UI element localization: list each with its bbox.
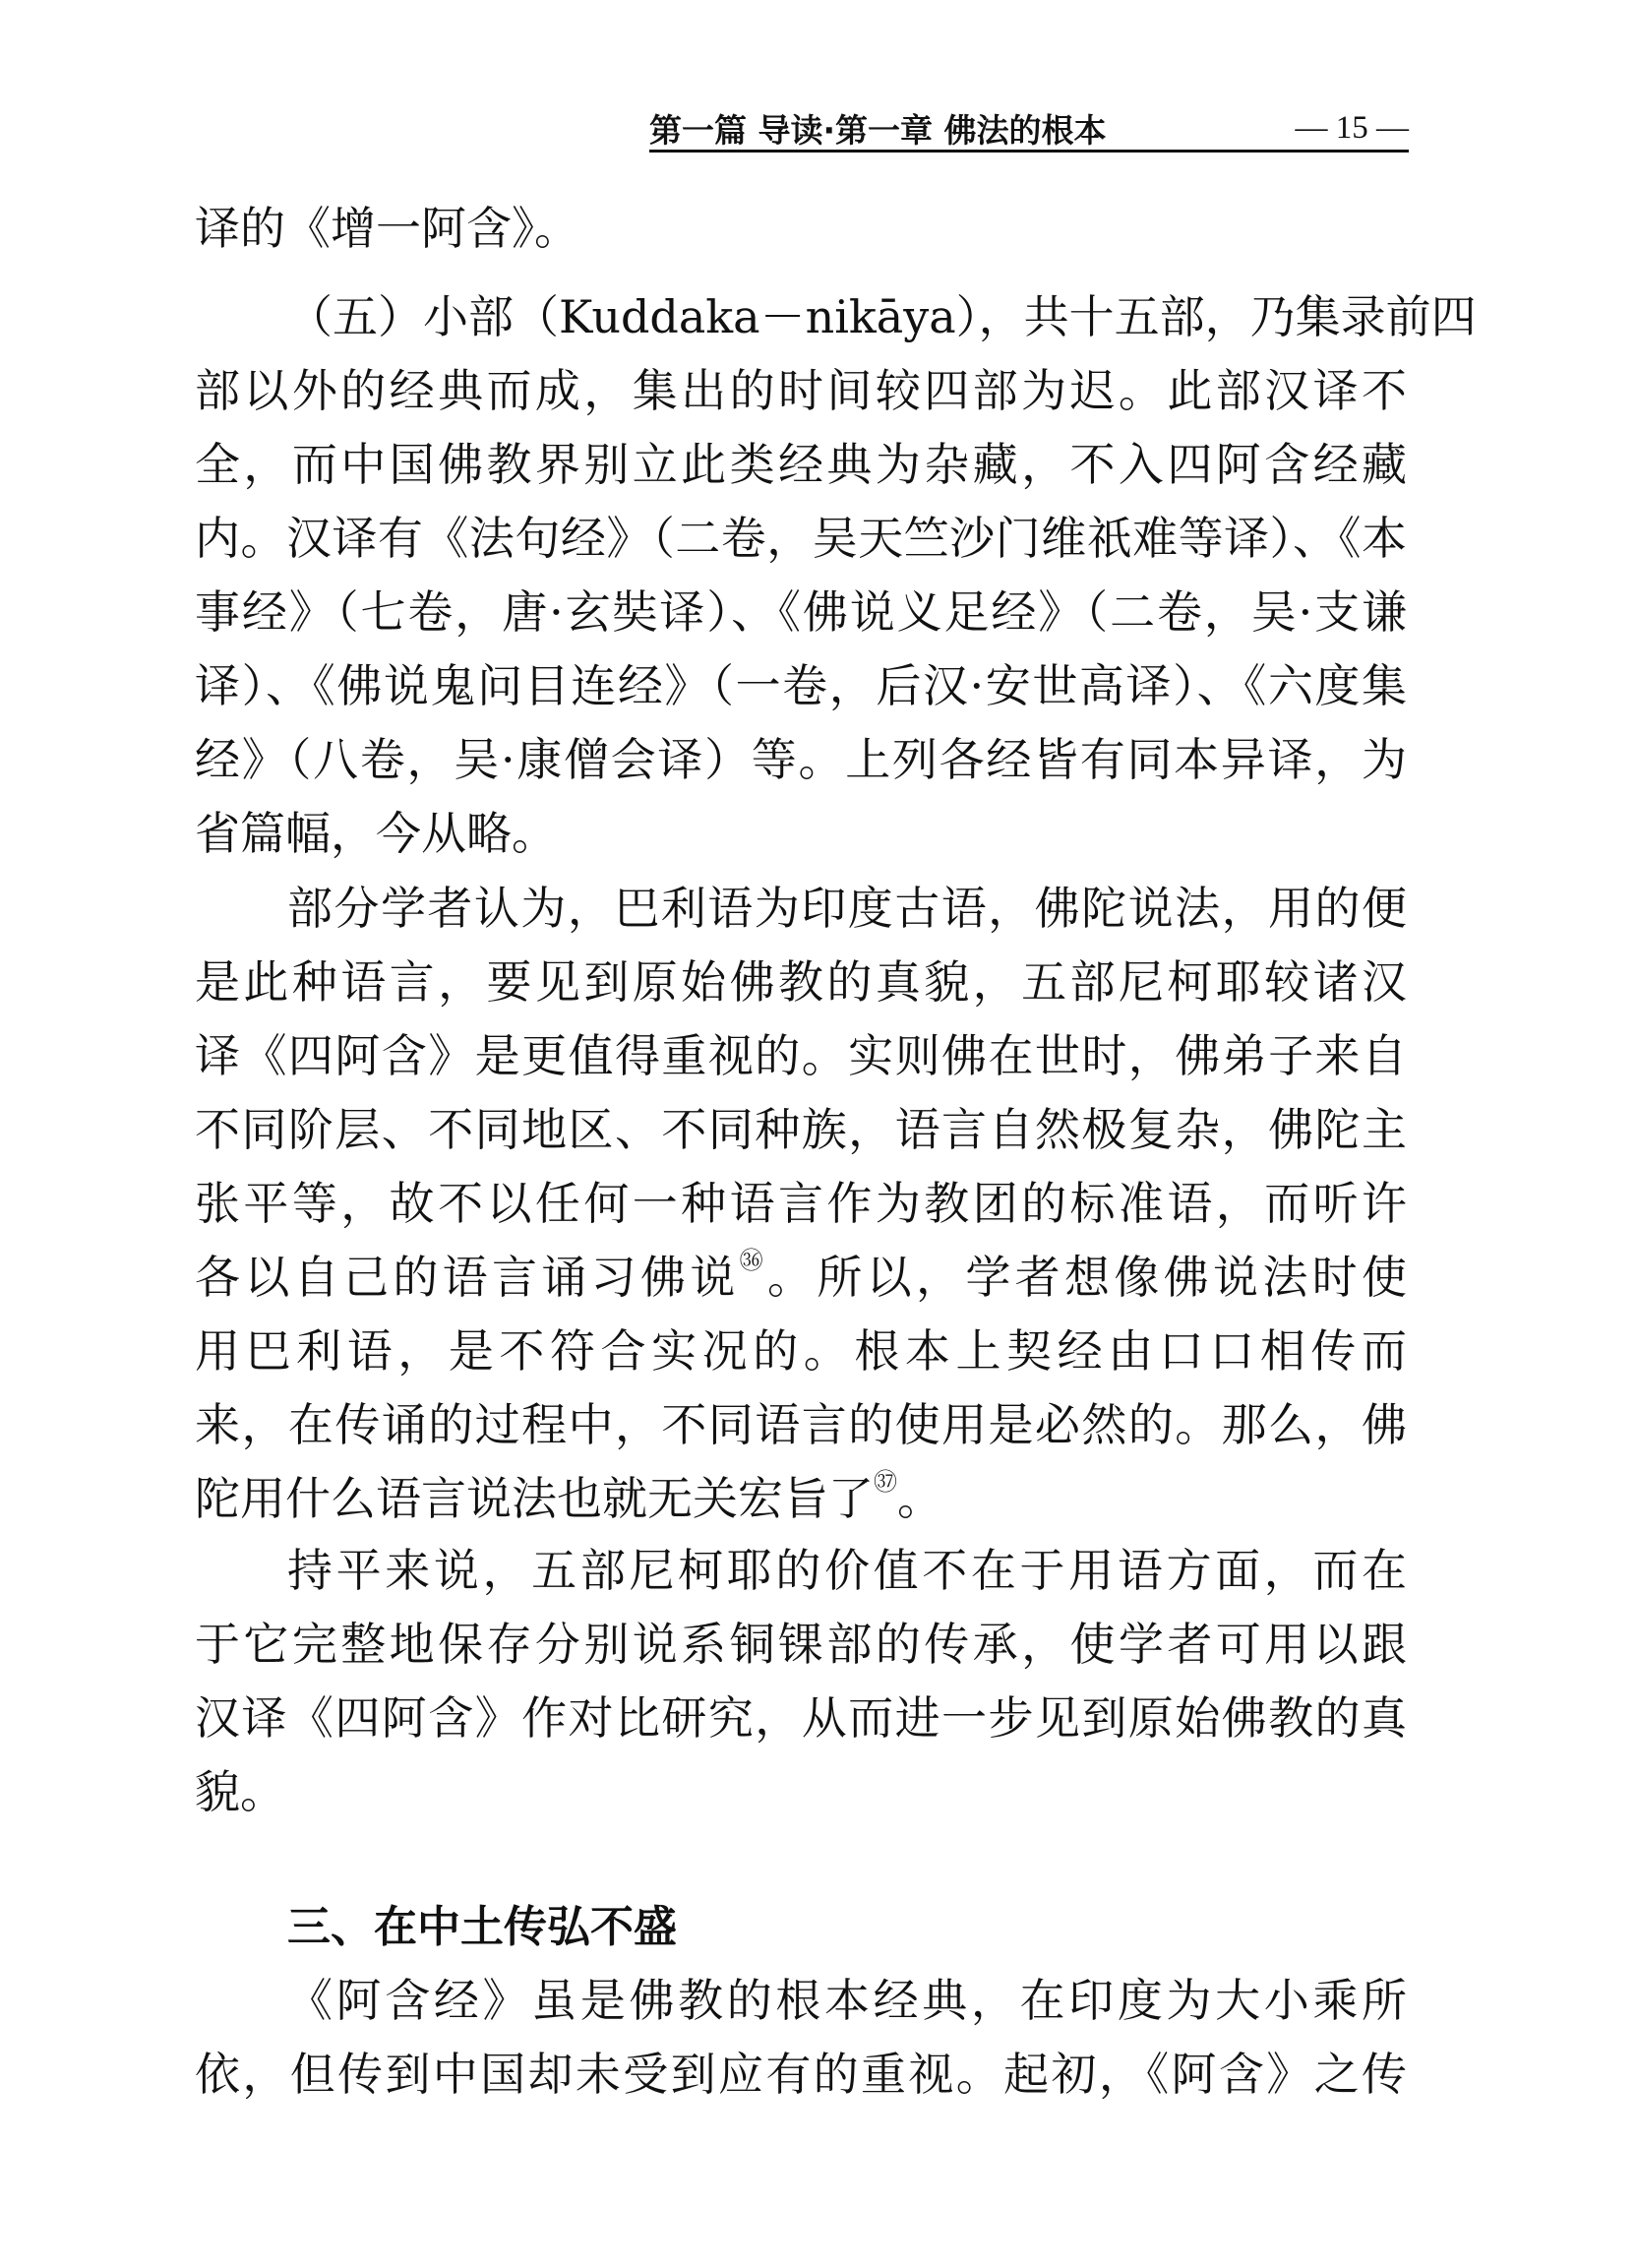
text-line (195, 1241, 1407, 1315)
text-line: 译的《增一阿含》。 (195, 202, 579, 255)
footnote-ref-36[interactable]: ㊱ (739, 1247, 768, 1274)
text-line: 省篇幅，今从略。 (195, 807, 557, 860)
text-line: 是此种语言，要见到原始佛教的真貌，五部尼柯耶较诸汉 (195, 955, 1407, 1009)
text-segment: 。 (897, 1472, 942, 1525)
text-line: 汉译《四阿含》作对比研究，从而进一步见到原始佛教的真 (195, 1691, 1407, 1745)
text-line: 内。汉译有《法句经》（二卷，吴天竺沙门维祇难等译）、《本 (195, 512, 1407, 565)
paragraph-continuation (195, 192, 1407, 266)
footnote-ref-37[interactable]: ㊲ (874, 1468, 897, 1496)
text-line: 部以外的经典而成，集出的时间较四部为迟。此部汉译不 (195, 364, 1407, 417)
text-line (195, 1462, 1407, 1536)
text-line: 全，而中国佛教界别立此类经典为杂藏，不入四阿含经藏 (195, 438, 1407, 491)
text-line: 译）、《佛说鬼问目连经》（一卷，后汉·安世高译）、《六度集 (195, 659, 1407, 712)
text-line: 来，在传诵的过程中，不同语言的使用是必然的。那么，佛 (195, 1398, 1407, 1451)
header-title: 第一篇 导读·第一章 佛法的根本 (649, 110, 1107, 150)
text-line: 部分学者认为，巴利语为印度古语，佛陀说法，用的便 (287, 882, 1407, 935)
section-heading: 三、在中土传弘不盛 (287, 1902, 677, 1952)
text-line: 张平等，故不以任何一种语言作为教团的标准语，而听许 (195, 1177, 1407, 1230)
section-3 (195, 1890, 1407, 2112)
paragraph-pali-language (195, 872, 1407, 1536)
paragraph-value (195, 1534, 1407, 1829)
paragraph-minor-collection (195, 280, 1477, 871)
running-header (649, 106, 1409, 153)
text-line: 经》（八卷，吴·康僧会译）等。上列各经皆有同本异译，为 (195, 733, 1407, 786)
text-line: 持平来说，五部尼柯耶的价值不在于用语方面，而在 (287, 1544, 1407, 1597)
text-segment: 陀用什么语言说法也就无关宏旨了 (195, 1472, 874, 1525)
text-line: （五）小部（Kuddaka－nikāya），共十五部，乃集录前四 (287, 290, 1477, 343)
text-line: 依，但传到中国却未受到应有的重视。起初，《阿含》之传 (195, 2048, 1407, 2101)
page-number: — 15 — (1295, 109, 1409, 146)
text-line: 《阿含经》虽是佛教的根本经典，在印度为大小乘所 (287, 1974, 1407, 2027)
text-line: 于它完整地保存分别说系铜锞部的传承，使学者可用以跟 (195, 1618, 1407, 1671)
text-line: 用巴利语，是不符合实况的。根本上契经由口口相传而 (195, 1324, 1407, 1378)
text-line: 貌。 (195, 1765, 285, 1818)
text-line: 译《四阿含》是更值得重视的。实则佛在世时，佛弟子来自 (195, 1029, 1407, 1082)
text-line: 不同阶层、不同地区、不同种族，语言自然极复杂，佛陀主 (195, 1103, 1407, 1156)
text-segment: 各以自己的语言诵习佛说 (195, 1251, 740, 1304)
text-segment: 。所以，学者想像佛说法时使 (767, 1251, 1408, 1304)
text-line: 事经》（七卷，唐·玄奘译）、《佛说义足经》（二卷，吴·支谦 (195, 585, 1407, 639)
